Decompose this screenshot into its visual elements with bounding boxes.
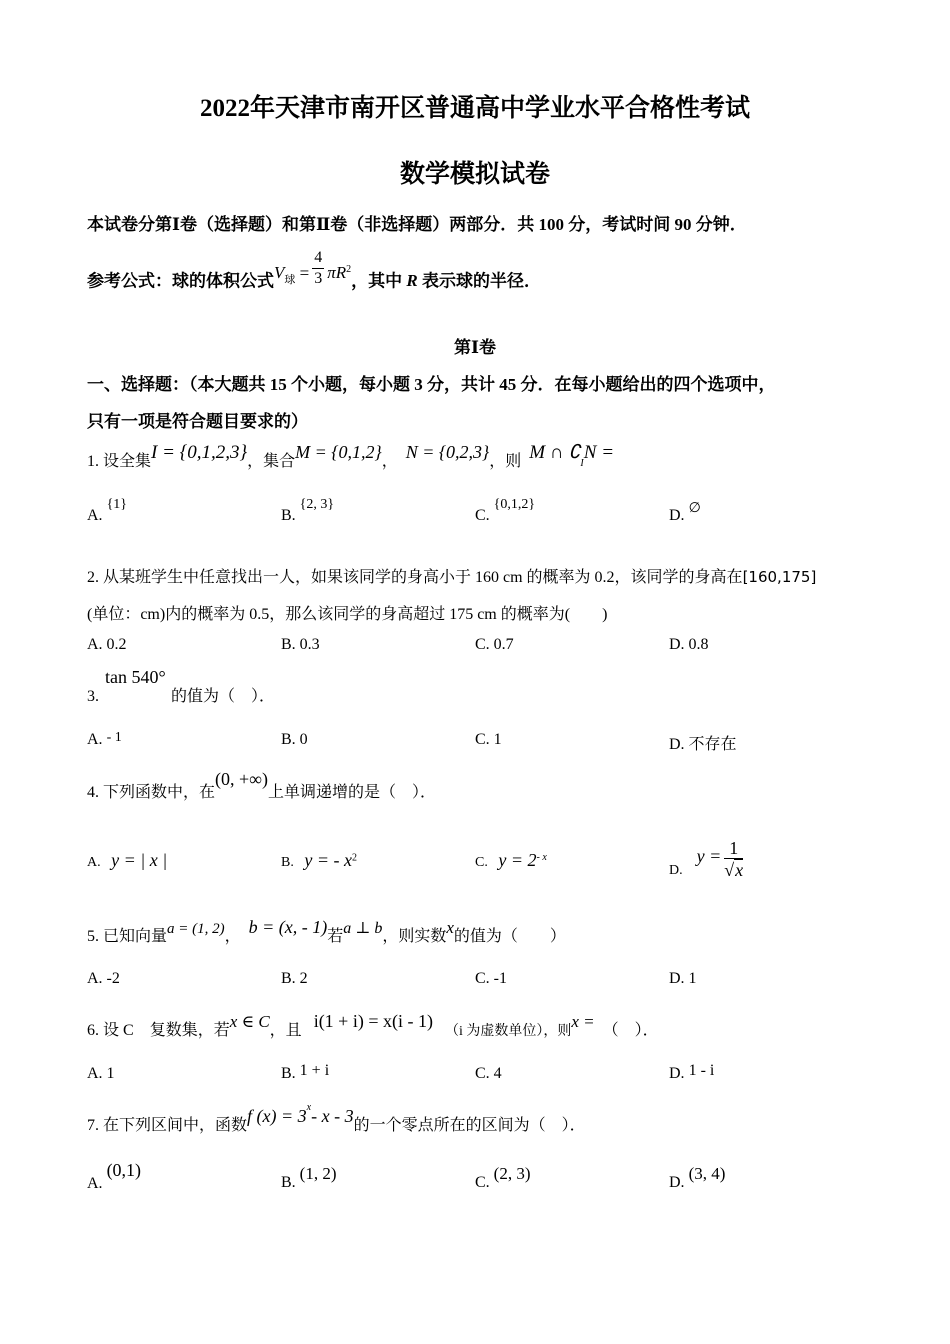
q5-text: 的值为（ ）: [453, 928, 566, 945]
q1-text: ，则: [489, 453, 522, 470]
option-value: {0,1,2}: [493, 497, 536, 512]
q3-option-a[interactable]: [87, 731, 122, 749]
q4-interval: (0, +∞): [215, 769, 268, 789]
q6-text: （i 为虚数单位），则: [444, 1024, 572, 1039]
fraction-den: √x: [724, 860, 744, 880]
q7-text: 7. 在下列区间中，函数: [87, 1117, 248, 1134]
q3-option-b[interactable]: B. 0: [281, 731, 308, 748]
q5-vector-b: b = (x, - 1): [248, 917, 328, 937]
q7-text: 的一个零点所在的区间为（ ）．: [353, 1117, 586, 1134]
formula-pi-r: πR: [327, 263, 347, 283]
formula-r: R: [406, 271, 418, 291]
option-fraction: [724, 838, 743, 880]
option-label: A.: [87, 1175, 103, 1192]
q1-option-c[interactable]: [475, 497, 536, 525]
formula-sub: 球: [284, 273, 296, 286]
q2-interval: [160,175]: [742, 568, 817, 586]
option-label: C.: [475, 507, 490, 524]
exam-subtitle: 数学模拟试卷: [399, 161, 550, 188]
option-label: A.: [87, 855, 101, 870]
q6-option-d[interactable]: [669, 1062, 715, 1083]
q1-option-d[interactable]: [669, 501, 701, 525]
q5-text: 若: [327, 928, 344, 945]
formula-den: 3: [314, 270, 323, 287]
q5-text: ，则实数: [382, 928, 447, 945]
q5-option-c[interactable]: C. -1: [475, 970, 507, 987]
section-instructions-2: 只有一项是符合题目要求的）: [87, 412, 308, 431]
option-value: 1 + i: [299, 1062, 330, 1079]
option-label: C.: [475, 1174, 490, 1191]
option-value: (2, 3): [493, 1164, 531, 1183]
option-value: y = 2: [498, 850, 537, 870]
q4-text: 4. 下列函数中，在: [87, 784, 216, 801]
q6-condition: x ∈ C: [229, 1012, 270, 1031]
q3-option-d[interactable]: D. 不存在: [669, 736, 737, 753]
question-2-stem-line-2: (单位：cm)内的概率为 0.5，那么该同学的身高超过 175 cm 的概率为( ): [87, 606, 608, 623]
option-exp: 2: [351, 852, 357, 864]
q1-set-i: I = {0,1,2,3}: [151, 442, 248, 463]
formula-eq: =: [299, 263, 310, 283]
q3-text: 的值为（ ）．: [171, 688, 276, 705]
q6-equation: i(1 + i) = x(i - 1): [313, 1011, 433, 1031]
q2-text: 2. 从某班学生中任意找出一人，如果该同学的身高小于 160 cm 的概率为 0.2，该同学的身高在: [87, 569, 743, 586]
option-value: (0,1): [106, 1160, 142, 1180]
option-value: {2, 3}: [299, 497, 335, 512]
q6-x: x =: [571, 1012, 595, 1031]
question-3-stem: [87, 667, 276, 706]
q5-vector-a: a = (1, 2): [167, 921, 225, 937]
q6-text: ，且: [269, 1022, 302, 1039]
q3-number: 3.: [87, 688, 99, 705]
formula-suffix-2: 表示球的半径．: [417, 271, 541, 291]
q7-exp: x: [306, 1101, 312, 1113]
sphere-volume-formula: [274, 249, 352, 295]
q1-sub: I: [580, 458, 584, 470]
section-instructions-1: 一、选择题：（本大题共 15 个小题，每小题 3 分，共计 45 分．在每小题给出的四个选项中，: [87, 375, 776, 394]
q5-text: 5. 已知向量: [87, 928, 168, 945]
q5-x: x: [446, 918, 454, 937]
q5-option-b[interactable]: B. 2: [281, 970, 308, 987]
q1-set-n: N = {0,2,3}: [405, 442, 490, 462]
option-label: C.: [475, 855, 488, 870]
q4-option-a[interactable]: [87, 850, 167, 871]
q3-option-c[interactable]: C. 1: [475, 731, 502, 748]
q4-option-d[interactable]: [669, 838, 746, 892]
question-1-stem: [87, 442, 615, 473]
q6-text: 复数集，若: [149, 1022, 230, 1039]
option-value: y = | x |: [111, 850, 168, 870]
option-exp: - x: [536, 852, 547, 864]
q5-option-d[interactable]: D. 1: [669, 970, 697, 987]
question-2-stem-line-1: [87, 564, 816, 587]
q6-option-a[interactable]: A. 1: [87, 1065, 115, 1082]
q7-option-b[interactable]: [281, 1164, 337, 1192]
option-label: B.: [281, 1174, 296, 1191]
question-6-stem: [87, 1011, 659, 1040]
sqrt-radicand: x: [735, 860, 744, 880]
exam-title: 2022年天津市南开区普通高中学业水平合格性考试: [199, 95, 750, 122]
q1-set-m: M = {0,1,2}: [295, 442, 382, 462]
formula-num: 4: [312, 248, 324, 269]
option-value: y = - x: [304, 850, 352, 870]
q5-option-a[interactable]: A. -2: [87, 970, 120, 987]
formula-v: V: [274, 263, 285, 283]
option-label: B.: [281, 855, 294, 870]
q2-option-b[interactable]: B. 0.3: [281, 636, 320, 653]
q1-option-a[interactable]: [87, 497, 128, 525]
exam-intro: 本试卷分第Ⅰ卷（选择题）和第Ⅱ卷（非选择题）两部分．共 100 分，考试时间 90 分钟．: [87, 215, 747, 234]
question-7-stem: [87, 1101, 586, 1135]
option-label: B.: [281, 507, 296, 524]
option-value: - 1: [106, 730, 122, 745]
option-value: {1}: [106, 497, 128, 512]
q5-perpendicular: a ⊥ b: [343, 920, 383, 937]
q7-option-c[interactable]: [475, 1164, 531, 1192]
q6-text: 6. 设 C: [87, 1022, 134, 1039]
question-5-stem: [87, 917, 566, 946]
q7-option-d[interactable]: [669, 1164, 726, 1192]
option-label: A.: [87, 731, 103, 748]
option-value: 1 - i: [688, 1062, 715, 1079]
q6-option-c[interactable]: C. 4: [475, 1065, 502, 1082]
fraction-num: 1: [724, 838, 743, 859]
q1-text: ，: [381, 453, 398, 470]
q1-expression: M ∩ ∁: [529, 442, 581, 463]
option-value: ∅: [688, 501, 701, 516]
q1-expression-end: N =: [583, 442, 615, 463]
option-label: B.: [281, 1065, 296, 1082]
formula-suffix-1: ，其中: [351, 271, 407, 291]
q1-text: 1. 设全集: [87, 453, 152, 470]
q2-option-a[interactable]: A. 0.2: [87, 636, 127, 653]
option-value: (3, 4): [688, 1164, 726, 1183]
q2-option-c[interactable]: C. 0.7: [475, 636, 514, 653]
q5-text: ，: [224, 928, 241, 945]
option-value: (1, 2): [299, 1164, 337, 1183]
q3-expression: tan 540°: [105, 667, 166, 687]
q7-function: f (x) = 3: [247, 1106, 307, 1126]
option-label: D.: [669, 863, 683, 879]
reference-formula: [87, 249, 541, 303]
q2-option-d[interactable]: D. 0.8: [669, 636, 709, 653]
option-label: A.: [87, 507, 103, 524]
formula-prefix: 参考公式：球的体积公式: [87, 271, 274, 291]
option-label: D.: [669, 1065, 685, 1082]
q4-option-c[interactable]: [475, 850, 547, 871]
q4-option-b[interactable]: [281, 850, 357, 871]
option-label: D.: [669, 507, 685, 524]
q4-text: 上单调递增的是（ ）．: [268, 784, 437, 801]
option-label: D.: [669, 1174, 685, 1191]
q1-option-b[interactable]: [281, 497, 335, 525]
formula-exp: 2: [346, 263, 352, 275]
section-heading: 第Ⅰ卷: [454, 338, 496, 357]
question-4-stem: [87, 769, 437, 802]
option-value: y =: [696, 846, 722, 867]
q6-text: （ ）．: [602, 1022, 659, 1039]
q7-function-end: - x - 3: [311, 1106, 354, 1126]
formula-fraction: [312, 248, 324, 289]
q7-option-a[interactable]: [87, 1160, 142, 1193]
q1-text: ，集合: [247, 453, 296, 470]
q6-option-b[interactable]: [281, 1062, 330, 1083]
